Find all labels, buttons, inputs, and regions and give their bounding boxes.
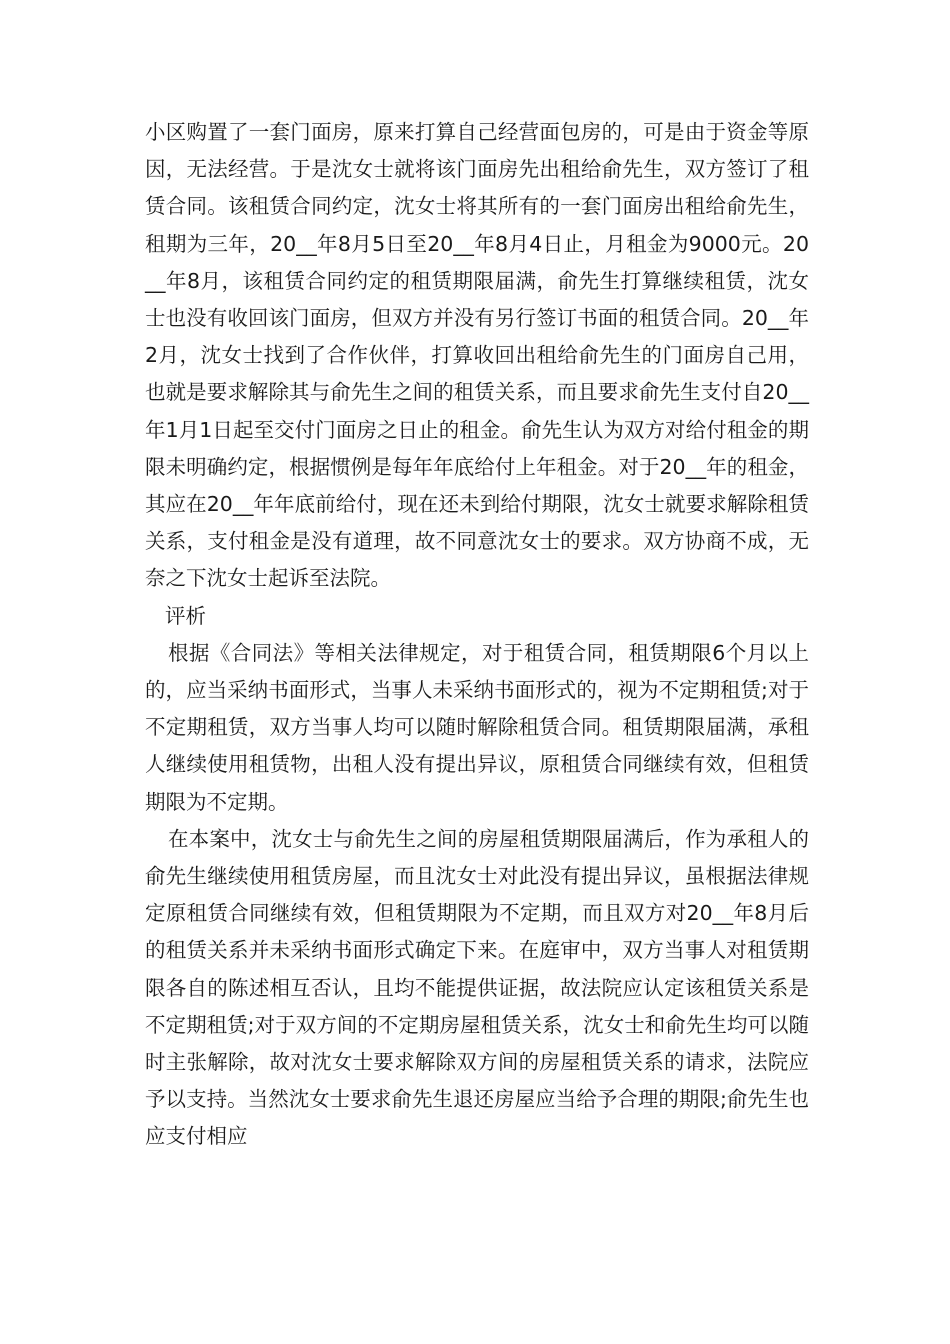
- document-body: [145, 114, 809, 1156]
- analysis-heading: 评析: [165, 603, 206, 628]
- legal-basis-paragraph: 根据《合同法》等相关法律规定，对于租赁合同，租赁期限6个月以上的，应当采纳书面形式，当事人未采纳书面形式的，视为不定期租赁;对于不定期租赁，双方当事人均可以随时解除租赁合同。租赁期限届满，承租人继续使用租赁物，出租人没有提出异议，原租赁合同继续有效，但租赁期限为不定期。: [145, 640, 809, 814]
- case-analysis-paragraph: 在本案中，沈女士与俞先生之间的房屋租赁期限届满后，作为承租人的俞先生继续使用租赁房屋，而且沈女士对此没有提出异议，虽根据法律规定原租赁合同继续有效，但租赁期限为不定期，而且双方对20__年8月后的租赁关系并未采纳书面形式确定下来。在庭审中，双方当事人对租赁期限各自的陈述相互否认，且均不能提供证据，故法院应认定该租赁关系是不定期租赁;对于双方间的不定期房屋租赁关系，沈女士和俞先生均可以随时主张解除，故对沈女士要求解除双方间的房屋租赁关系的请求，法院应予以支持。当然沈女士要求俞先生退还房屋应当给予合理的期限;俞先生也应支付相应: [145, 826, 809, 1149]
- case-facts-paragraph: 小区购置了一套门面房，原来打算自己经营面包房的，可是由于资金等原因，无法经营。于是沈女士就将该门面房先出租给俞先生，双方签订了租赁合同。该租赁合同约定，沈女士将其所有的一套门面房出租给俞先生，租期为三年，20__年8月5日至20__年8月4日止，月租金为9000元。20__年8月，该租赁合同约定的租赁期限届满，俞先生打算继续租赁，沈女士也没有收回该门面房，但双方并没有另行签订书面的租赁合同。20__年2月，沈女士找到了合作伙伴，打算收回出租给俞先生的门面房自己用，也就是要求解除其与俞先生之间的租赁关系，而且要求俞先生支付自20__年1月1日起至交付门面房之日止的租金。俞先生认为双方对给付租金的期限未明确约定，根据惯例是每年年底给付上年租金。对于20__年的租金，其应在20__年年底前给付，现在还未到给付期限，沈女士就要求解除租赁关系，支付租金是没有道理，故不同意沈女士的要求。双方协商不成，无奈之下沈女士起诉至法院。: [145, 120, 809, 591]
